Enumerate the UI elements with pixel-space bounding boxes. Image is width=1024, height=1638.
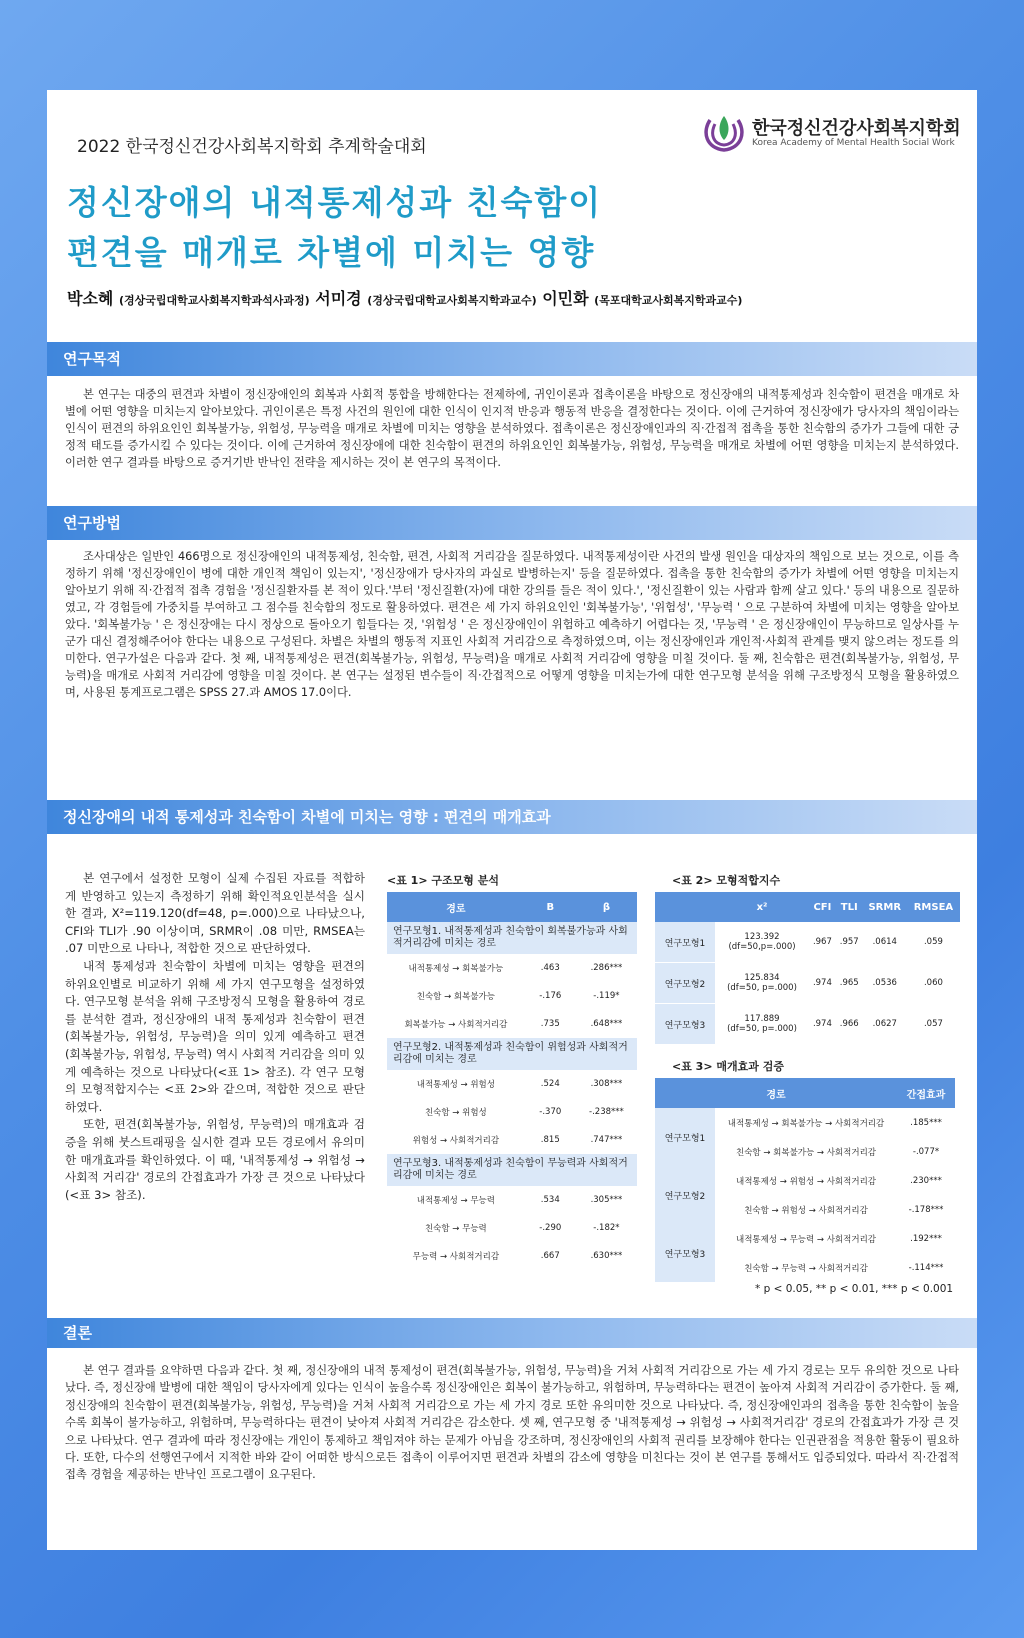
table-cell: -.114*** xyxy=(908,1262,944,1273)
logo-korean-name: 한국정신건강사회복지학회 xyxy=(752,118,961,139)
table-cell: .815 xyxy=(540,1135,560,1145)
author-affiliation: (목포대학교사회복지학과교수) xyxy=(594,294,743,307)
title-line-1: 정신장애의 내적통제성과 친숙함이 xyxy=(67,183,603,222)
society-logo xyxy=(702,110,967,158)
table-header: RMSEA xyxy=(907,892,960,922)
table-cell: 회복불가능 → 사회적거리감 xyxy=(404,1020,508,1030)
chi-square-value: 123.392 xyxy=(744,932,780,942)
table-cell: 친숙함 → 위험성 → 사회적거리감 xyxy=(744,1205,868,1216)
table-row-label: 연구모형1 xyxy=(655,1108,715,1166)
poster-header xyxy=(47,90,977,340)
society-logo-icon xyxy=(702,110,746,154)
table-cell: .185*** xyxy=(910,1117,942,1128)
table-header: TLI xyxy=(836,892,863,922)
table2-caption: <표 2> 모형적합지수 xyxy=(672,874,781,887)
author-name: 박소혜 xyxy=(67,289,114,308)
table-cell: -.182* xyxy=(593,1223,620,1233)
table-cell: .667 xyxy=(540,1251,560,1261)
table3-mediation-test xyxy=(655,1078,955,1282)
table-cell: .463 xyxy=(540,963,560,973)
table-cell xyxy=(715,922,809,963)
table-cell: .965 xyxy=(836,963,863,1004)
table-header: 간접효과 xyxy=(897,1078,955,1108)
table-cell xyxy=(715,1004,809,1045)
table-header: β xyxy=(576,892,637,922)
poster-title xyxy=(67,178,602,278)
table-cell: .060 xyxy=(907,963,960,1004)
table-header: B xyxy=(525,892,576,922)
table-cell: .630*** xyxy=(590,1251,623,1261)
method-text: 조사대상은 일반인 466명으로 정신장애인의 내적통제성, 친숙함, 편견, 사회적 거리감을 질문하였다. 내적통제성이란 사건의 발생 원인을 대상자의 책임으로 보는 것으로, 이를 측정하기 위해 '정신장애인이 병에 대한 개인적 책임이 있는지', '정신장애가 당사자의 과실로 발병하는지' 등을 질문하였다. 접촉을 통한 친숙함의 증가가 차별에 어떤 영향을 미치는지 알아보기 위해 직·간접적 접촉 경험을 '정신질환자를 본 적이 있다.'부터 '정신질환(자)에 대한 강의를 들은 적이 있다.', '정신질환이 있는 사람과 함께 살고 있다.' 등의 내용으로 질문하였고, 각 경험들에 가중치를 부여하고 그 점수를 친숙함의 정도로 활용하였다. 편견은 세 가지 하위요인인 '회복불가능', '위험성', '무능력 ' 으로 구분하여 차별에 미치는 영향을 알아보았다. '회복불가능 ' 은 정신장애는 다시 정상으로 돌아오기 힘들다는 것, '위험성 ' 은 정신장애인이 위험하고 예측하기 어렵다는 것, '무능력 ' 은 정신장애인이 무능하므로 일상사를 누군가 대신 결정해주어야 한다는 내용으로 구성된다. 차별은 차별의 행동적 지표인 사회적 거리감으로 측정하였으며, 이는 정신장애인과 개인적·사회적 관계를 맺지 않으려는 정도를 의미한다. 연구가설은 다음과 같다. 첫 째, 내적통제성은 편견(회복불가능, 위험성, 무능력)을 매개로 사회적 거리감에 영향을 미칠 것이다. 둘 째, 친숙함은 편견(회복불가능, 위험성, 무능력)을 매개로 사회적 거리감에 영향을 미칠 것이다. 본 연구는 설정된 변수들이 직·간접적으로 어떻게 영향을 미치는가에 대한 연구모형 분석을 위해 구조방정식 모형을 활용하였으며, 사용된 통계프로그램은 SPSS 27.과 AMOS 17.0이다. xyxy=(65,550,959,699)
table-cell: -.178*** xyxy=(908,1204,944,1215)
table-header: x² xyxy=(715,892,809,922)
logo-english-name: Korea Academy of Mental Health Social Work xyxy=(752,138,955,148)
table-row-label: 연구모형2 xyxy=(655,1166,715,1224)
table-cell: .735 xyxy=(540,1019,560,1029)
table-group-title: 연구모형2. 내적통제성과 친숙함이 위험성과 사회적거리감에 미치는 경로 xyxy=(387,1038,637,1070)
author-name: 이민화 xyxy=(542,289,589,308)
table-row-label: 연구모형1 xyxy=(655,922,715,963)
table1-caption: <표 1> 구조모형 분석 xyxy=(387,874,499,887)
section-heading-results: 정신장애의 내적 통제성과 친숙함이 차별에 미치는 영향 : 편견의 매개효과 xyxy=(47,800,977,834)
purpose-text: 본 연구는 대중의 편견과 차별이 정신장애인의 회복과 사회적 통합을 방해한다는 전제하에, 귀인이론과 접촉이론을 바탕으로 정신장애의 내적통제성과 친숙함이 편견을 매개로 차별에 어떤 영향을 미치는지 알아보았다. 귀인이론은 특정 사건의 원인에 대한 인식이 인지적 반응과 행동적 반응을 결정한다는 것이다. 이에 근거하여 정신장애가 당사자의 책임이라는 인식이 편견의 하위요인인 회복불가능, 위험성, 무능력을 매개로 차별에 미치는 영향을 분석하였다. 접촉이론은 정신장애인과의 직·간접적 접촉을 통한 친숙함의 증가가 그들에 대한 긍정적 태도를 증가시킬 수 있다는 것이다. 이에 근거하여 정신장애에 대한 친숙함이 편견의 하위요인인 회복불가능, 위험성, 무능력을 매개로 차별에 어떤 영향을 미치는지 분석하였다. 이러한 연구 결과를 바탕으로 증거기반 반낙인 전략을 제시하는 것이 본 연구의 목적이다. xyxy=(65,388,959,469)
table-cell: -.119* xyxy=(593,991,620,1001)
table-cell: 내적통제성 → 무능력 xyxy=(416,1196,495,1206)
table-cell: 내적통제성 → 위험성 xyxy=(416,1080,495,1090)
table-cell: .966 xyxy=(836,1004,863,1045)
author-name: 서미경 xyxy=(315,289,362,308)
table-header: SRMR xyxy=(863,892,907,922)
table-group-title: 연구모형1. 내적통제성과 친숙함이 회복불가능과 사회적거리감에 미치는 경로 xyxy=(387,922,637,954)
table-cell: .305*** xyxy=(590,1195,623,1205)
table-cell: .747*** xyxy=(590,1135,623,1145)
title-line-2: 편견을 매개로 차별에 미치는 영향 xyxy=(67,233,596,272)
table-cell: -.238*** xyxy=(589,1107,624,1117)
table-cell: .059 xyxy=(907,922,960,963)
table-cell: 친숙함 → 위험성 xyxy=(424,1108,487,1118)
table-header: 경로 xyxy=(655,1078,897,1108)
table-cell: .524 xyxy=(540,1079,560,1089)
section-heading-conclusion: 결론 xyxy=(47,1318,977,1348)
table-cell: .230*** xyxy=(910,1175,942,1186)
table-cell: .0614 xyxy=(863,922,907,963)
table-cell: .286*** xyxy=(590,963,623,973)
section-heading-purpose: 연구목적 xyxy=(47,342,977,376)
table-header: CFI xyxy=(809,892,836,922)
results-paragraph: 내적 통제성과 친숙함이 차별에 미치는 영향을 편견의 하위요인별로 비교하기 위해 세 가지 연구모형을 설정하였다. 연구모형 분석을 위해 구조방정식 모형을 활용하여 경로를 분석한 결과, 정신장애의 내적 통제성과 친숙함이 편견(회복불가능, 위험성, 무능력)을 의미 있게 예측하고 편견(회복불가능, 위험성, 무능력) 역시 사회적 거리감을 의미 있게 예측하는 것으로 나타났다(<표 1> 참조). 각 연구 모형의 모형적합지수는 <표 2>와 같으며, 적합한 것으로 판단하였다. xyxy=(65,958,365,1114)
table-cell: -.077* xyxy=(912,1146,940,1157)
table-cell: -.370 xyxy=(539,1107,562,1117)
table-cell: .192*** xyxy=(910,1233,942,1244)
chi-square-value: 125.834 xyxy=(744,973,780,983)
table-cell: .957 xyxy=(836,922,863,963)
conference-name: 2022 한국정신건강사회복지학회 추계학술대회 xyxy=(77,137,427,157)
conclusion-text: 본 연구 결과를 요약하면 다음과 같다. 첫 째, 정신장애의 내적 통제성이 편견(회복불가능, 위험성, 무능력)을 거쳐 사회적 거리감으로 가는 세 가지 경로는 모두 유의한 것으로 나타났다. 즉, 정신장애 발병에 대한 책임이 당사자에게 있다는 인식이 높을수록 정신장애인은 회복이 불가능하고, 위험하며, 무능력하다는 편견이 높아져 사회적 거리감이 증가한다. 둘 째, 정신장애의 친숙함이 편견(회복불가능, 위험성, 무능력)을 거쳐 사회적 거리감으로 가는 세 가지 경로 또한 유의미한 것으로 나타났다. 즉, 정신장애인과의 접촉을 통한 친숙함이 높을수록 회복이 불가능하고, 위험하며, 무능력하다는 편견이 낮아져 사회적 거리감은 감소한다. 셋 째, 연구모형 중 '내적통제성 → 위험성 → 사회적거리감' 경로의 간접효과가 가장 큰 것으로 나타났다. 연구 결과에 따라 정신장애는 개인이 통제하고 책임져야 하는 문제가 아님을 강조하며, 정신장애인의 사회적 권리를 보장해야 한다는 인권관점을 적용한 활동이 필요하다. 또한, 다수의 선행연구에서 지적한 바와 같이 어떠한 방식으로든 접촉이 이루어지면 편견과 차별의 감소에 영향을 미친다는 것이 본 연구를 통해서도 입증되었다. 따라서 직·간접적 접촉 경험을 제공하는 반낙인 프로그램이 요구된다. xyxy=(65,1364,960,1482)
table-header: 경로 xyxy=(387,892,525,922)
table-row-label: 연구모형3 xyxy=(655,1224,715,1282)
table2-model-fit xyxy=(655,892,960,1045)
chi-square-value: 117.889 xyxy=(744,1014,780,1024)
chi-square-df: (df=50,p=.000) xyxy=(728,942,796,952)
chi-square-df: (df=50, p=.000) xyxy=(727,983,797,993)
table-cell: .0627 xyxy=(863,1004,907,1045)
author-list xyxy=(67,286,742,309)
table-cell: .967 xyxy=(809,922,836,963)
section-heading-method: 연구방법 xyxy=(47,506,977,540)
table-cell: 친숙함 → 무능력 → 사회적거리감 xyxy=(744,1263,868,1274)
table-cell xyxy=(715,963,809,1004)
table-cell: .0536 xyxy=(863,963,907,1004)
table-cell: 무능력 → 사회적거리감 xyxy=(412,1252,500,1262)
table-cell: 친숙함 → 무능력 xyxy=(424,1224,487,1234)
table-cell: .974 xyxy=(809,1004,836,1045)
results-paragraph: 또한, 편견(회복불가능, 위험성, 무능력)의 매개효과 검증을 위해 붓스트래핑을 실시한 결과 모든 경로에서 유의미한 매개효과를 확인하였다. 이 때, '내적통제성 → 위험성 → 사회적 거리감' 경로의 간접효과가 가장 큰 것으로 나타났다(<표 3> 참조). xyxy=(65,1117,365,1202)
table-cell: 위험성 → 사회적거리감 xyxy=(412,1136,500,1146)
table-cell: .648*** xyxy=(590,1019,623,1029)
poster xyxy=(47,90,977,1550)
significance-note: * p < 0.05, ** p < 0.01, *** p < 0.001 xyxy=(755,1283,954,1295)
table-cell: 내적통제성 → 회복불가능 → 사회적거리감 xyxy=(727,1118,885,1129)
table-row-label: 연구모형3 xyxy=(655,1004,715,1045)
table-cell: 내적통제성 → 위험성 → 사회적거리감 xyxy=(735,1176,876,1187)
table-cell: 친숙함 → 회복불가능 → 사회적거리감 xyxy=(735,1147,876,1158)
table-row-label: 연구모형2 xyxy=(655,963,715,1004)
table-cell: 내적통제성 → 무능력 → 사회적거리감 xyxy=(735,1234,876,1245)
table-cell: -.176 xyxy=(539,991,562,1001)
table-cell: .308*** xyxy=(590,1079,623,1089)
table-cell: .974 xyxy=(809,963,836,1004)
table-cell: -.290 xyxy=(539,1223,562,1233)
table-cell: .057 xyxy=(907,1004,960,1045)
table-cell: 친숙함 → 회복불가능 xyxy=(416,992,495,1002)
table3-caption: <표 3> 매개효과 검증 xyxy=(672,1060,784,1073)
table-group-title: 연구모형3. 내적통제성과 친숙함이 무능력과 사회적거리감에 미치는 경로 xyxy=(387,1154,637,1186)
table-cell: 내적통제성 → 회복불가능 xyxy=(408,964,504,974)
chi-square-df: (df=50, p=.000) xyxy=(727,1024,797,1034)
author-affiliation: (경상국립대학교사회복지학과석사과정) xyxy=(118,294,310,307)
results-paragraph: 본 연구에서 설정한 모형이 실제 수집된 자료를 적합하게 반영하고 있는지 측정하기 위해 확인적요인분석을 실시한 결과, X²=119.120(df=48, p=.000)으로 나타났으나, CFI와 TLI가 .90 이상이며, SRMR이 .08 미만, RMSEA는 .07 미만으로 나타나, 적합한 것으로 판단하였다. xyxy=(65,871,365,956)
results-text xyxy=(65,870,365,1204)
table-header xyxy=(655,892,715,922)
author-affiliation: (경상국립대학교사회복지학과교수) xyxy=(367,294,537,307)
table-cell: .534 xyxy=(540,1195,560,1205)
table1-structural-model xyxy=(387,892,637,1270)
